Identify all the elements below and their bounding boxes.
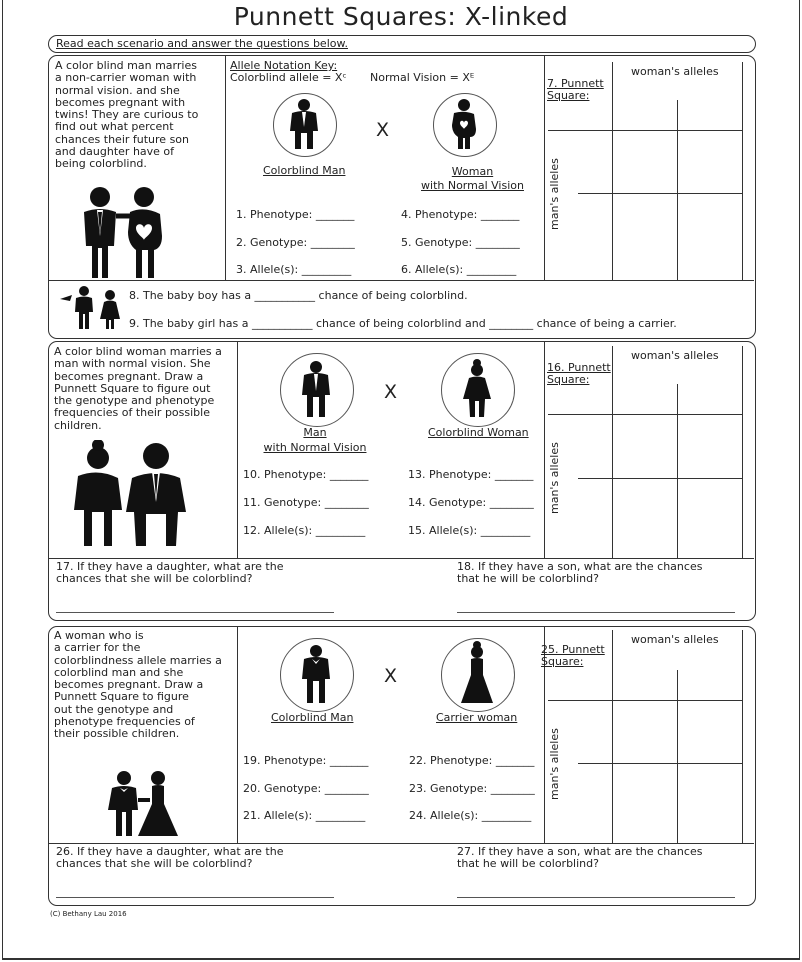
scenario-1-text: A color blind man marries a non-carrier woman with normal vision. and she becomes pregnant with twins! They are curious to find out what percent chances their future son and daughter have of being colorblind. xyxy=(55,59,199,171)
pregnant-woman-icon xyxy=(448,99,480,149)
man-label: Man xyxy=(303,426,327,439)
colorblind-man-label: Colorblind Man xyxy=(271,711,354,724)
man-icon xyxy=(288,99,320,149)
question-22[interactable]: 22. Phenotype: _______ xyxy=(409,754,535,767)
answer-line[interactable] xyxy=(56,897,334,898)
question-18: 18. If they have a son, what are the chances that he will be colorblind? xyxy=(457,560,703,586)
grid-line xyxy=(677,384,678,558)
womans-alleles-label: woman's alleles xyxy=(631,349,719,362)
carrier-woman-label: Carrier woman xyxy=(436,711,518,724)
grid-line xyxy=(612,62,613,280)
grid-line xyxy=(612,630,613,843)
womans-alleles-label: woman's alleles xyxy=(631,633,719,646)
question-27: 27. If they have a son, what are the chances that he will be colorblind? xyxy=(457,845,703,871)
normal-vision-label: with Normal Vision xyxy=(421,179,524,192)
man-icon xyxy=(300,361,332,417)
mans-alleles-label: man's alleles xyxy=(548,158,561,230)
womans-alleles-label: woman's alleles xyxy=(631,65,719,78)
mans-alleles-label: man's alleles xyxy=(548,442,561,514)
woman-gown-icon xyxy=(459,641,495,705)
question-12[interactable]: 12. Allele(s): _________ xyxy=(243,524,366,537)
question-10[interactable]: 10. Phenotype: _______ xyxy=(243,468,369,481)
mans-alleles-label: man's alleles xyxy=(548,728,561,800)
grid-line xyxy=(742,62,743,280)
question-5[interactable]: 5. Genotype: ________ xyxy=(401,236,520,249)
divider xyxy=(49,843,754,844)
couple-icon xyxy=(62,440,190,548)
question-23[interactable]: 23. Genotype: ________ xyxy=(409,782,535,795)
couple-wedding-icon xyxy=(102,770,182,838)
grid-line xyxy=(578,763,742,764)
question-24[interactable]: 24. Allele(s): _________ xyxy=(409,809,532,822)
question-6[interactable]: 6. Allele(s): _________ xyxy=(401,263,517,276)
colorblind-man-label: Colorblind Man xyxy=(263,164,346,177)
question-3[interactable]: 3. Allele(s): _________ xyxy=(236,263,352,276)
allele-key-normal: Normal Vision = Xᴱ xyxy=(370,71,475,84)
question-13[interactable]: 13. Phenotype: _______ xyxy=(408,468,534,481)
allele-key-colorblind: Colorblind allele = Xᶜ xyxy=(230,71,347,84)
couple-pregnant-icon xyxy=(78,186,176,280)
question-19[interactable]: 19. Phenotype: _______ xyxy=(243,754,369,767)
grid-line xyxy=(677,100,678,280)
woman-icon xyxy=(461,359,493,417)
question-9[interactable]: 9. The baby girl has a ___________ chance of being colorblind and ________ chance of being a carrier. xyxy=(129,317,677,330)
allele-key-title: Allele Notation Key: xyxy=(230,59,338,72)
divider xyxy=(237,342,238,558)
punnett-label: 7. Punnett Square: xyxy=(547,77,604,103)
grid-line xyxy=(548,130,742,131)
instructions-text: Read each scenario and answer the questions below. xyxy=(56,37,348,50)
divider xyxy=(225,56,226,280)
answer-line[interactable] xyxy=(56,612,334,613)
question-15[interactable]: 15. Allele(s): _________ xyxy=(408,524,531,537)
divider xyxy=(49,558,754,559)
instructions-banner xyxy=(48,35,756,53)
answer-line[interactable] xyxy=(457,897,735,898)
man-icon xyxy=(300,645,332,703)
cross-symbol: X xyxy=(384,381,398,403)
question-1[interactable]: 1. Phenotype: _______ xyxy=(236,208,355,221)
divider xyxy=(49,280,754,281)
scenario-3-text: A woman who is a carrier for the colorblindness allele marries a colorblind man and she becomes pregnant. Draw a Punnett Square to figure out the genotype and phenotype frequencies of their possible children. xyxy=(54,629,222,741)
question-4[interactable]: 4. Phenotype: _______ xyxy=(401,208,520,221)
question-21[interactable]: 21. Allele(s): _________ xyxy=(243,809,366,822)
answer-line[interactable] xyxy=(457,612,735,613)
punnett-label: 16. Punnett Square: xyxy=(547,361,611,387)
question-14[interactable]: 14. Genotype: ________ xyxy=(408,496,534,509)
cross-symbol: X xyxy=(376,119,390,141)
question-17: 17. If they have a daughter, what are the chances that she will be colorblind? xyxy=(56,560,284,586)
children-icon xyxy=(58,285,124,331)
divider xyxy=(544,56,545,280)
divider xyxy=(544,342,545,558)
colorblind-woman-label: Colorblind Woman xyxy=(428,426,529,439)
grid-line xyxy=(612,346,613,558)
question-11[interactable]: 11. Genotype: ________ xyxy=(243,496,369,509)
question-26: 26. If they have a daughter, what are the chances that she will be colorblind? xyxy=(56,845,284,871)
woman-label: Woman xyxy=(451,165,494,178)
copyright: (C) Bethany Lau 2016 xyxy=(50,910,127,918)
divider xyxy=(237,627,238,843)
grid-line xyxy=(578,193,742,194)
grid-line xyxy=(548,700,742,701)
grid-line xyxy=(677,670,678,843)
question-20[interactable]: 20. Genotype: ________ xyxy=(243,782,369,795)
worksheet-title: Punnett Squares: X-linked xyxy=(233,2,569,31)
grid-line xyxy=(548,414,742,415)
cross-symbol: X xyxy=(384,665,398,687)
question-8[interactable]: 8. The baby boy has a ___________ chance of being colorblind. xyxy=(129,289,468,302)
grid-line xyxy=(742,346,743,558)
punnett-label: 25. Punnett Square: xyxy=(541,643,605,669)
grid-line xyxy=(742,630,743,843)
scenario-2-text: A color blind woman marries a man with normal vision. She becomes pregnant. Draw a Punnett Square to figure out the genotype and phenotype frequencies of their possible children. xyxy=(54,345,222,432)
normal-vision-label: with Normal Vision xyxy=(263,441,367,454)
question-2[interactable]: 2. Genotype: ________ xyxy=(236,236,355,249)
grid-line xyxy=(578,478,742,479)
